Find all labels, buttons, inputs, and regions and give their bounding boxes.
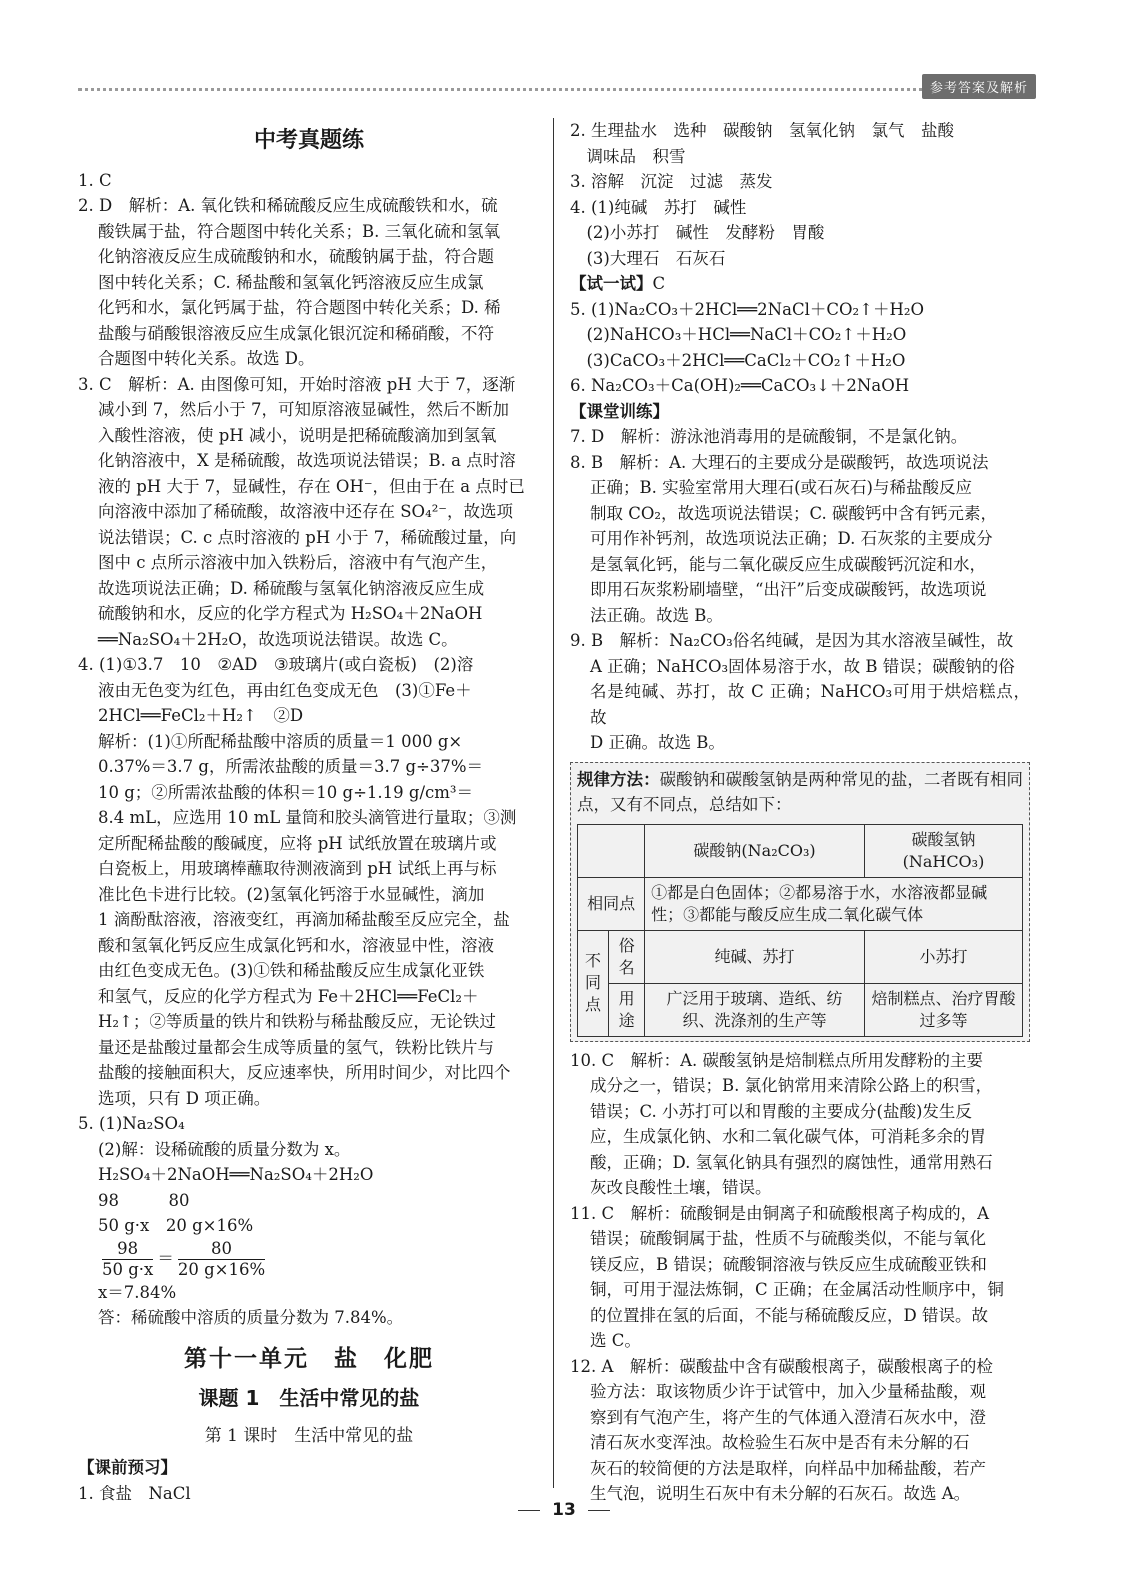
try-line xyxy=(570,271,1030,297)
right-column xyxy=(570,118,1030,1507)
equation-line: 6. Na₂CO₃＋Ca(OH)₂══CaCO₃↓＋2NaOH xyxy=(570,376,910,395)
text-line: 量还是盐酸过量都会生成等质量的氢气，铁粉比铁片与 xyxy=(98,1037,494,1057)
text-line: 选 C。 xyxy=(590,1331,641,1350)
text-line: 98 80 xyxy=(98,1190,190,1210)
text-line: 2HCl══FeCl₂＋H₂↑ ②D xyxy=(98,706,304,725)
equals-sign: ＝ xyxy=(157,1248,174,1268)
text-line: 答：稀硫酸中溶质的质量分数为 7.84%。 xyxy=(98,1308,404,1327)
text-line: D 正确。故选 B。 xyxy=(590,733,725,752)
period-title: 第 1 课时 生活中常见的盐 xyxy=(204,1425,414,1446)
text-line: 0.37%＝3.7 g，所需浓盐酸的质量＝3.7 g÷37%＝ xyxy=(98,757,484,776)
answer-11 xyxy=(570,1201,1030,1354)
text-line: 化钠溶液中，X 是稀硫酸，故选项说法错误；B. a 点时溶 xyxy=(98,451,516,470)
text-line: 可用作补钙剂，故选项说法正确；D. 石灰浆的主要成分 xyxy=(590,529,993,548)
text-line: 酸，正确；D. 氢氧化钠具有强烈的腐蚀性，通常用熟石 xyxy=(590,1152,993,1172)
header-tag: 参考答案及解析 xyxy=(922,74,1036,99)
fraction xyxy=(178,1239,265,1280)
answer-5 xyxy=(78,1111,540,1331)
fraction-denominator: 50 g·x xyxy=(102,1259,154,1279)
column-divider xyxy=(553,118,554,1488)
proportion-line xyxy=(78,1239,540,1280)
text-line: ══Na₂SO₄＋2H₂O，故选项说法错误。故选 C。 xyxy=(98,629,458,649)
header-dotted-rule xyxy=(78,88,1020,91)
text-line: 12. A 解析：碳酸盐中含有碳酸根离子，碳酸根离子的检 xyxy=(570,1356,993,1376)
table-cell: 纯碱、苏打 xyxy=(645,930,865,983)
text-line: 解析：(1)①所配稀盐酸中溶质的质量＝1 000 g× xyxy=(98,731,463,751)
text-line: 液由无色变为红色，再由红色变成无色 (3)①Fe＋ xyxy=(98,680,472,700)
text-line: A 正确；NaHCO₃固体易溶于水，故 B 错误；碳酸钠的俗 xyxy=(590,656,1015,676)
text-line: 应，生成氯化钠、水和二氧化碳气体，可消耗多余的胃 xyxy=(590,1127,986,1146)
footer-dash xyxy=(518,1510,540,1511)
text-line: 5. (1)Na₂SO₄ xyxy=(78,1114,185,1133)
text-line: 4. (1)纯碱 苏打 碱性 xyxy=(570,197,747,217)
text-line: (2)解：设稀硫酸的质量分数为 x。 xyxy=(98,1139,351,1159)
text-line: 成分之一，错误；B. 氯化钠常用来清除公路上的积雪， xyxy=(590,1076,993,1095)
text-line: (3)大理石 石灰石 xyxy=(570,248,726,268)
text-line: 定所配稀盐酸的酸碱度，应将 pH 试纸放置在玻璃片或 xyxy=(98,833,497,853)
table-row xyxy=(578,824,1023,877)
lesson-title: 课题 1 生活中常见的盐 xyxy=(198,1386,420,1410)
fraction-denominator: 20 g×16% xyxy=(177,1259,266,1279)
text-line: 化钠溶液反应生成硫酸钠和水，硫酸钠属于盐，符合题 xyxy=(98,247,494,266)
tip-label: 规律方法： xyxy=(577,769,660,789)
text-line: 错误；C. 小苏打可以和胃酸的主要成分(盐酸)发生反 xyxy=(590,1101,972,1121)
text-line: 调味品 积雪 xyxy=(570,146,686,166)
text-line: 清石灰水变浑浊。故检验生石灰中是否有未分解的石 xyxy=(590,1433,970,1452)
text-line: 是氢氧化钙，能与二氧化碳反应生成碳酸钙沉淀和水， xyxy=(590,554,986,574)
text-line: 说法错误；C. c 点时溶液的 pH 小于 7，稀硫酸过量，向 xyxy=(98,527,517,547)
text-line: 液的 pH 大于 7，显碱性，存在 OH⁻，但由于在 a 点时已 xyxy=(98,476,525,496)
answer-4 xyxy=(78,652,540,1111)
text-line: 盐酸的接触面积大，反应速率快，所用时间少，对比四个 xyxy=(98,1063,511,1082)
table-cell: 用途 xyxy=(609,983,645,1036)
table-cell: 广泛用于玻璃、造纸、纺织、洗涤剂的生产等 xyxy=(645,983,865,1036)
text-line: 8. B 解析：A. 大理石的主要成分是碳酸钙，故选项说法 xyxy=(570,452,989,472)
answer-7: 7. D 解析：游泳池消毒用的是硫酸铜，不是氯化钠。 xyxy=(570,427,968,446)
text-line: 9. B 解析：Na₂CO₃俗名纯碱，是因为其水溶液呈碱性，故 xyxy=(570,631,1014,650)
text-line: 生气泡，说明生石灰中有未分解的石灰石。故选 A。 xyxy=(590,1484,971,1503)
unit-title: 第十一单元 盐 化肥 xyxy=(184,1345,434,1372)
answer-12 xyxy=(570,1354,1030,1507)
text-line: 察到有气泡产生，将产生的气体通入澄清石灰水中，澄 xyxy=(590,1407,986,1427)
table-row xyxy=(578,983,1023,1036)
text-line: 入酸性溶液，使 pH 减小，说明是把稀硫酸滴加到氢氧 xyxy=(98,425,497,445)
text-line: H₂↑；②等质量的铁片和铁粉与稀盐酸反应，无论铁过 xyxy=(98,1012,496,1031)
text-line: 镁反应，B 错误；硫酸铜溶液与铁反应生成硫酸亚铁和 xyxy=(590,1254,987,1274)
answer-2 xyxy=(78,193,540,372)
text-line: 1 滴酚酞溶液，溶液变红，再滴加稀盐酸至反应完全，盐 xyxy=(98,910,510,929)
text-line: 2. D 解析：A. 氧化铁和稀硫酸反应生成硫酸铁和水，硫 xyxy=(78,196,498,215)
preview-answer-1: 1. 食盐 NaCl xyxy=(78,1483,191,1503)
fraction-numerator: 80 xyxy=(178,1239,265,1260)
text-line: 10 g；②所需浓盐酸的体积＝10 g÷1.19 g/cm³＝ xyxy=(98,782,474,802)
table-cell: 焙制糕点、治疗胃酸过多等 xyxy=(864,983,1022,1036)
fraction-numerator: 98 xyxy=(102,1239,153,1260)
text-line: 正确；B. 实验室常用大理石(或石灰石)与稀盐酸反应 xyxy=(590,478,972,497)
text-line: 和氢气，反应的化学方程式为 Fe＋2HCl══FeCl₂＋ xyxy=(98,986,479,1006)
class-training-label: 【课堂训练】 xyxy=(570,401,669,421)
table-header: 碳酸钠(Na₂CO₃) xyxy=(645,824,865,877)
text-line: 选项，只有 D 项正确。 xyxy=(98,1088,271,1108)
table-cell: 小苏打 xyxy=(864,930,1022,983)
text-line: 法正确。故选 B。 xyxy=(590,605,723,625)
answer-9 xyxy=(570,628,1030,756)
tip-text: 碳酸钠和碳酸氢钠是两种常见的盐，二者既有相同点，又有不同点，总结如下： xyxy=(577,769,1024,814)
try-label: 【试一试】 xyxy=(570,274,653,293)
text-line: 3. C 解析：A. 由图像可知，开始时溶液 pH 大于 7，逐渐 xyxy=(78,374,516,394)
text-line: 合题图中转化关系。故选 D。 xyxy=(98,349,315,368)
text-line: 10. C 解析：A. 碳酸氢钠是焙制糕点所用发酵粉的主要 xyxy=(570,1050,984,1070)
text-line: 由红色变成无色。(3)①铁和稀盐酸反应生成氯化亚铁 xyxy=(98,961,485,980)
try-answer: C xyxy=(652,274,666,293)
section-title: 中考真题练 xyxy=(253,128,364,153)
table-row xyxy=(578,877,1023,930)
text-line: 准比色卡进行比较。(2)氢氧化钙溶于水显碱性，滴加 xyxy=(98,884,485,904)
table-row xyxy=(578,930,1023,983)
text-line: 化钙和水，氯化钙属于盐，符合题图中转化关系；D. 稀 xyxy=(98,298,501,317)
answer-1: 1. C xyxy=(78,170,112,190)
table-cell: ①都是白色固体；②都易溶于水，水溶液都显碱性；③都能与酸反应生成二氧化碳气体 xyxy=(645,877,1023,930)
fraction xyxy=(102,1239,153,1280)
text-line: 2. 生理盐水 选种 碳酸钠 氢氧化钠 氯气 盐酸 xyxy=(570,121,954,140)
answer-10 xyxy=(570,1048,1030,1201)
text-line: 铜，可用于湿法炼铜，C 正确；在金属活动性顺序中，铜 xyxy=(590,1280,1004,1299)
text-line: 减小到 7，然后小于 7，可知原溶液显碱性，然后不断加 xyxy=(98,400,509,419)
footer-dash xyxy=(588,1510,610,1511)
text-line: (2)小苏打 碱性 发酵粉 胃酸 xyxy=(570,223,825,242)
text-line: 的位置排在氢的后面，不能与稀硫酸反应，D 错误。故 xyxy=(590,1305,988,1325)
method-tip-box xyxy=(570,762,1030,1042)
text-line: 酸和氢氧化钙反应生成氯化钙和水，溶液显中性，溶液 xyxy=(98,935,494,955)
left-column xyxy=(78,118,540,1506)
text-line: 3. 溶解 沉淀 过滤 蒸发 xyxy=(570,172,773,191)
page-number: 13 xyxy=(552,1500,576,1520)
table-header: 碳酸氢钠(NaHCO₃) xyxy=(864,824,1022,877)
text-line: 盐酸与硝酸银溶液反应生成氯化银沉淀和稀硝酸，不符 xyxy=(98,323,494,343)
text-line: 50 g·x 20 g×16% xyxy=(98,1216,254,1235)
text-line: 酸铁属于盐，符合题图中转化关系；B. 三氧化硫和氢氧 xyxy=(98,221,501,241)
text-line: 图中 c 点所示溶液中加入铁粉后，溶液中有气泡产生， xyxy=(98,553,498,572)
text-line: 灰石的较简便的方法是取样，向样品中加稀盐酸，若产 xyxy=(590,1458,986,1478)
text-line: 即用石灰浆粉刷墙壁，“出汗”后变成碳酸钙，故选项说 xyxy=(590,580,987,599)
comparison-table xyxy=(577,824,1023,1037)
table-cell: 俗名 xyxy=(609,930,645,983)
text-line: 灰改良酸性土壤，错误。 xyxy=(590,1178,772,1197)
preview-label: 【课前预习】 xyxy=(78,1458,177,1477)
answer-8 xyxy=(570,450,1030,629)
text-line: 11. C 解析：硫酸铜是由铜离子和硫酸根离子构成的，A xyxy=(570,1203,990,1223)
text-line: 名是纯碱、苏打，故 C 正确；NaHCO₃可用于烘焙糕点，故 xyxy=(590,682,1030,727)
text-line: x＝7.84% xyxy=(98,1282,177,1302)
text-line: 向溶液中添加了稀硫酸，故溶液中还存在 SO₄²⁻，故选项 xyxy=(98,502,514,521)
table-cell: 相同点 xyxy=(578,877,645,930)
equation-line: (2)NaHCO₃＋HCl══NaCl＋CO₂↑＋H₂O xyxy=(570,325,907,344)
text-line: 故选项说法正确；D. 稀硫酸与氢氧化钠溶液反应生成 xyxy=(98,578,485,598)
equation-line: H₂SO₄＋2NaOH══Na₂SO₄＋2H₂O xyxy=(98,1165,374,1184)
text-line: 验方法：取该物质少许于试管中，加入少量稀盐酸，观 xyxy=(590,1382,986,1401)
equation-line: 5. (1)Na₂CO₃＋2HCl══2NaCl＋CO₂↑＋H₂O xyxy=(570,299,924,319)
equation-line: (3)CaCO₃＋2HCl══CaCl₂＋CO₂↑＋H₂O xyxy=(570,350,906,370)
text-line: 制取 CO₂，故选项说法错误；C. 碳酸钙中含有钙元素， xyxy=(590,503,998,523)
text-line: 8.4 mL，应选用 10 mL 量筒和胶头滴管进行量取；③测 xyxy=(98,808,517,827)
table-cell: 不同点 xyxy=(578,930,609,1036)
text-line: 错误；硫酸铜属于盐，性质不与硫酸类似，不能与氧化 xyxy=(590,1229,986,1248)
table-cell xyxy=(578,824,645,877)
text-line: 图中转化关系；C. 稀盐酸和氢氧化钙溶液反应生成氯 xyxy=(98,272,484,292)
text-line: 硫酸钠和水，反应的化学方程式为 H₂SO₄＋2NaOH xyxy=(98,604,483,623)
answer-3 xyxy=(78,372,540,653)
page-footer xyxy=(0,1500,1128,1520)
text-line: 4. (1)①3.7 10 ②AD ③玻璃片(或白瓷板) (2)溶 xyxy=(78,655,474,674)
text-line: 白瓷板上，用玻璃棒蘸取待测液滴到 pH 试纸上再与标 xyxy=(98,859,497,878)
